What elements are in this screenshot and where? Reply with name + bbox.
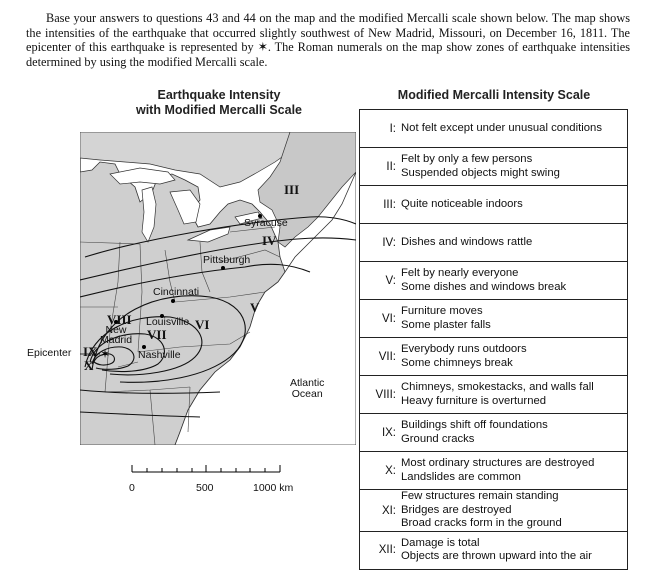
zone-label-viii: VIII: [107, 312, 132, 327]
scale-row-description: [396, 305, 491, 332]
city-label-new-madrid: New Madrid: [100, 324, 133, 346]
scale-row-description: [396, 490, 562, 531]
zone-label-ix: IX: [83, 344, 98, 359]
scale-row-number: VII:: [378, 350, 396, 363]
scale-row: [360, 186, 627, 224]
scale-tick-500: 500: [196, 482, 214, 494]
scale-row: [360, 148, 627, 186]
scale-row-line: Few structures remain standing: [401, 490, 559, 503]
scale-row-line: Dishes and windows rattle: [401, 235, 533, 248]
zone-label-x: X: [84, 358, 94, 373]
ocean-label-line1: Atlantic: [290, 377, 325, 389]
scale-row-line: Broad cracks form in the ground: [401, 517, 562, 530]
scale-row-line: Damage is total: [401, 536, 480, 549]
scale-row-description: [396, 381, 594, 408]
scale-row-description: [396, 343, 527, 370]
scale-row-line: Some chimneys break: [401, 356, 513, 369]
scale-row-description: [396, 267, 566, 294]
scale-row-line: Most ordinary structures are destroyed: [401, 457, 595, 470]
scale-tick-1000: 1000 km: [253, 482, 294, 494]
scale-row: [360, 224, 627, 262]
map-title-line2: with Modified Mercalli Scale: [135, 103, 302, 117]
scale-row-description: [396, 236, 532, 250]
scale-row: [360, 376, 627, 414]
intro-paragraph: Base your answers to questions 43 and 44 on the map and the modified Mercalli scale shown below. The map shows the intensities of the earthquake that occurred slightly southwest of New Madrid, Missouri, on December 16, 1811. The epicenter of this earthquake is represented by ✶. The Roman numerals on the map show zones of earthquake intensities determined by using the modified Mercalli scale.: [26, 11, 630, 69]
scale-row-line: Furniture moves: [401, 305, 483, 318]
zone-label-vi: VI: [195, 317, 210, 332]
scale-row-description: [396, 198, 523, 212]
scale-row: [360, 452, 627, 490]
scale-row-line: Felt by nearly everyone: [401, 267, 519, 280]
scale-row: [360, 300, 627, 338]
scale-row-line: Heavy furniture is overturned: [401, 394, 547, 407]
city-label-louisville: Louisville: [146, 316, 190, 328]
scale-row-line: Chimneys, smokestacks, and walls fall: [401, 381, 594, 394]
ocean-label-line2: Ocean: [291, 388, 323, 400]
scale-row-description: [396, 122, 602, 136]
zone-label-v: V: [250, 300, 260, 315]
scale-row-number: V:: [385, 274, 396, 287]
scale-row-line: Some dishes and windows break: [401, 280, 567, 293]
scale-row: [360, 414, 627, 452]
scale-row-line: Bridges are destroyed: [401, 503, 512, 516]
scale-row-line: Quite noticeable indoors: [401, 197, 523, 210]
zone-label-iii: III: [284, 182, 300, 197]
city-label-nashville: Nashville: [138, 349, 181, 361]
scale-row-description: [396, 457, 594, 484]
scale-row: [360, 262, 627, 300]
scale-row-line: Suspended objects might swing: [401, 166, 560, 179]
scale-table-title: Modified Mercalli Intensity Scale: [397, 88, 591, 102]
scale-row-line: Felt by only a few persons: [401, 153, 533, 166]
ocean-label: [290, 378, 324, 400]
scale-row-number: VI:: [381, 312, 396, 325]
scale-tick-0: 0: [129, 482, 135, 494]
scale-row: [360, 490, 627, 532]
scale-row-number: II:: [386, 160, 396, 173]
scale-row-line: Ground cracks: [401, 432, 475, 445]
scale-row-number: I:: [389, 122, 396, 135]
scale-row-description: [396, 419, 548, 446]
city-label-pittsburgh: Pittsburgh: [203, 254, 251, 266]
map-title-line1: Earthquake Intensity: [157, 88, 281, 102]
zone-label-iv: IV: [262, 233, 277, 248]
scale-row-number: IX:: [381, 426, 396, 439]
scale-row-number: IV:: [382, 236, 396, 249]
epicenter-label: Epicenter: [27, 347, 72, 359]
scale-row-line: Buildings shift off foundations: [401, 419, 548, 432]
scale-row-number: XII:: [378, 544, 396, 557]
scale-row: [360, 110, 627, 148]
scale-row-description: [396, 537, 592, 564]
scale-row-line: Everybody runs outdoors: [401, 343, 527, 356]
scale-row: [360, 532, 627, 569]
scale-row-line: Not felt except under unusual conditions: [401, 121, 602, 134]
scale-row-number: X:: [385, 464, 396, 477]
pittsburgh-dot: [221, 266, 225, 270]
cincinnati-dot: [171, 299, 175, 303]
epicenter-marker: ✶: [100, 347, 111, 361]
city-label-syracuse: Syracuse: [244, 217, 288, 229]
map-title: [80, 88, 358, 118]
scale-row-line: Objects are thrown upward into the air: [401, 550, 592, 563]
scale-row-number: VIII:: [375, 388, 396, 401]
zone-label-vii: VII: [147, 327, 167, 342]
scale-row-line: Some plaster falls: [401, 318, 491, 331]
scale-row: [360, 338, 627, 376]
scale-row-number: XI:: [381, 504, 396, 517]
scale-row-description: [396, 153, 560, 180]
mercalli-scale-table: [359, 109, 628, 570]
scale-row-number: III:: [383, 198, 396, 211]
city-label-cincinnati: Cincinnati: [153, 286, 200, 298]
scale-row-line: Landslides are common: [401, 470, 521, 483]
